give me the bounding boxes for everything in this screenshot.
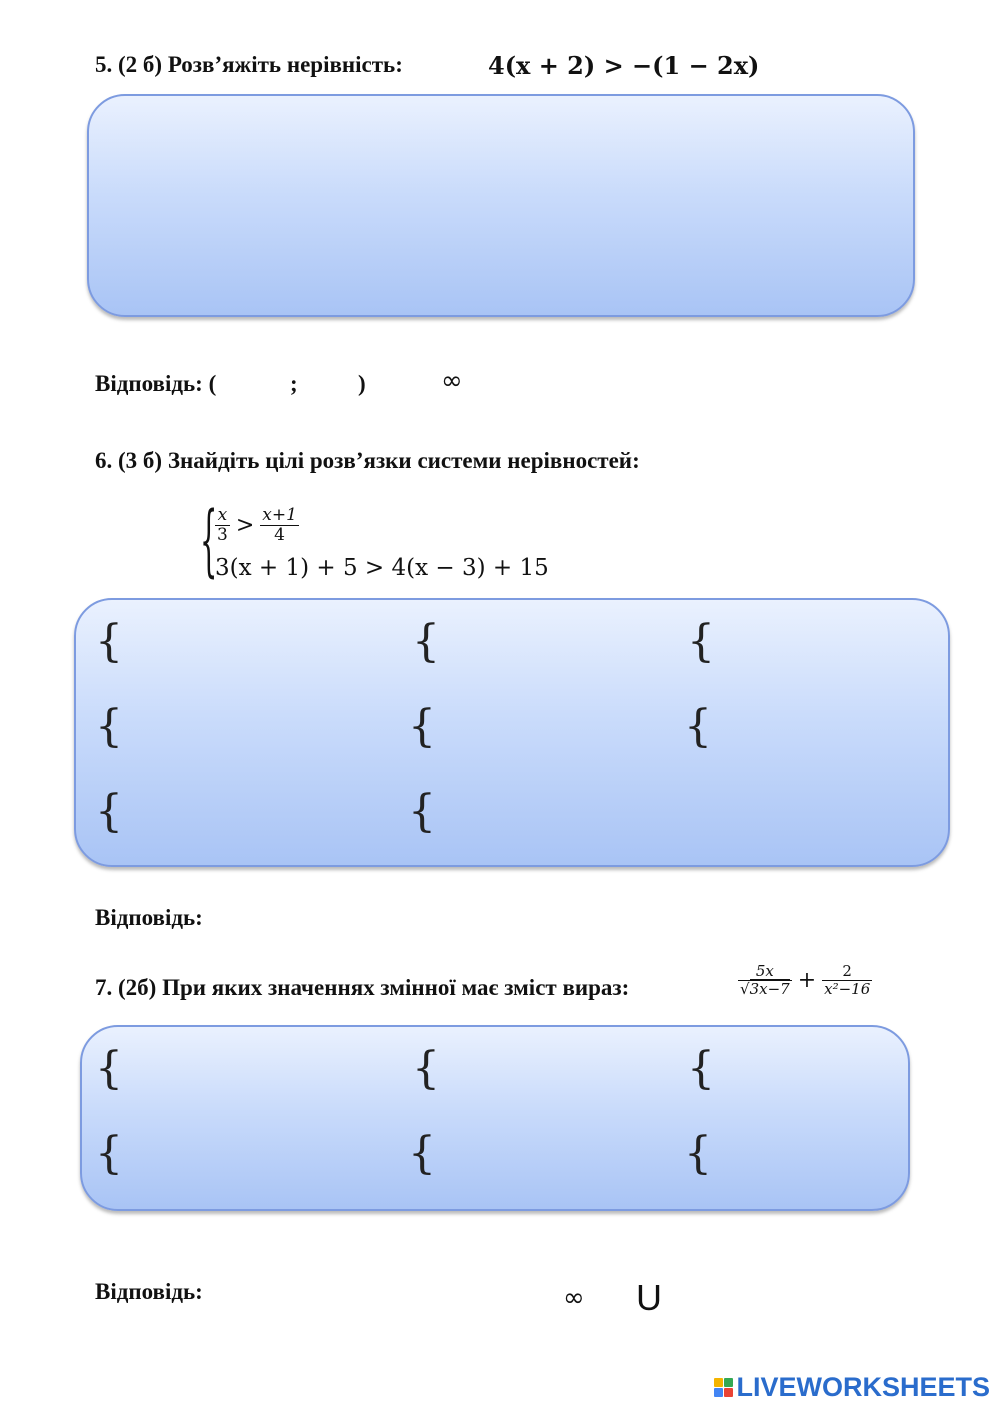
- q7-frac2-numerator: 2: [822, 963, 872, 981]
- q6-answer-box[interactable]: [74, 598, 950, 867]
- q6-brace-r3c2: {: [408, 786, 436, 837]
- q7-answer-label: Відповідь:: [95, 1279, 203, 1304]
- q6-frac-left-numerator: x: [215, 506, 230, 526]
- logo-square-2: [724, 1378, 733, 1387]
- q6-heading: 6. (3 б) Знайдіть цілі розв’язки системи нерівностей:: [95, 448, 640, 473]
- q6-brace-r2c3: {: [684, 701, 712, 752]
- q5-answer-box[interactable]: [87, 94, 915, 317]
- q5-infinity-symbol: ∞: [441, 366, 463, 396]
- q6-frac-left-denominator: 3: [217, 524, 228, 545]
- q7-brace-r1c2: {: [412, 1043, 440, 1094]
- q6-system: [200, 496, 580, 586]
- q5-heading: 5. (2 б) Розв’яжіть нерівність:: [95, 52, 403, 77]
- logo-square-3: [714, 1388, 723, 1397]
- q6-system-brace: {: [200, 496, 218, 586]
- q7-heading: 7. (2б) При яких значеннях змінної має зміст вираз:: [95, 975, 630, 1000]
- q7-union-symbol: U: [636, 1277, 662, 1318]
- q6-frac-right-denominator: 4: [274, 524, 285, 545]
- q5-inequality: 4(x + 2) > −(1 − 2x): [488, 51, 760, 80]
- q5-answer-separator: ;: [290, 371, 298, 396]
- q6-brace-r1c3: {: [687, 616, 715, 667]
- q5-answer-label: Відповідь: (: [95, 371, 217, 396]
- q7-expression: [738, 963, 872, 997]
- q7-brace-r1c1: {: [95, 1043, 123, 1094]
- q6-brace-r1c1: {: [95, 616, 123, 667]
- q6-frac-right-numerator: x+1: [262, 505, 297, 525]
- q7-brace-r2c3: {: [684, 1128, 712, 1179]
- q5-answer-close: ): [358, 371, 366, 396]
- q6-greater-sign: >: [235, 512, 255, 538]
- q7-brace-r1c3: {: [687, 1043, 715, 1094]
- q6-brace-r2c1: {: [95, 701, 123, 752]
- q7-frac1-numerator: 5x: [738, 963, 792, 981]
- q7-frac2-denominator: x²−16: [824, 979, 871, 998]
- q6-system-line2: 3(x + 1) + 5 > 4(x − 3) + 15: [215, 555, 549, 581]
- q6-system-line1: [215, 506, 299, 544]
- q7-brace-r2c2: {: [408, 1128, 436, 1179]
- q7-plus-sign: +: [797, 967, 817, 993]
- liveworksheets-logo: [714, 1372, 990, 1403]
- logo-text: LIVEWORKSHEETS: [736, 1372, 990, 1402]
- q6-answer-label: Відповідь:: [95, 905, 203, 930]
- q6-brace-r3c1: {: [95, 786, 123, 837]
- q7-answer-box[interactable]: [80, 1025, 910, 1211]
- q6-brace-r1c2: {: [412, 616, 440, 667]
- q7-infinity-symbol: ∞: [563, 1283, 585, 1313]
- q6-brace-r2c2: {: [408, 701, 436, 752]
- logo-square-1: [714, 1378, 723, 1387]
- sqrt-icon: √: [740, 979, 750, 998]
- logo-square-4: [724, 1388, 733, 1397]
- q7-brace-r2c1: {: [95, 1128, 123, 1179]
- q7-frac1-denominator: [738, 981, 792, 998]
- logo-mark-icon: [714, 1378, 733, 1397]
- q7-frac1-radicand: 3x−7: [749, 979, 790, 998]
